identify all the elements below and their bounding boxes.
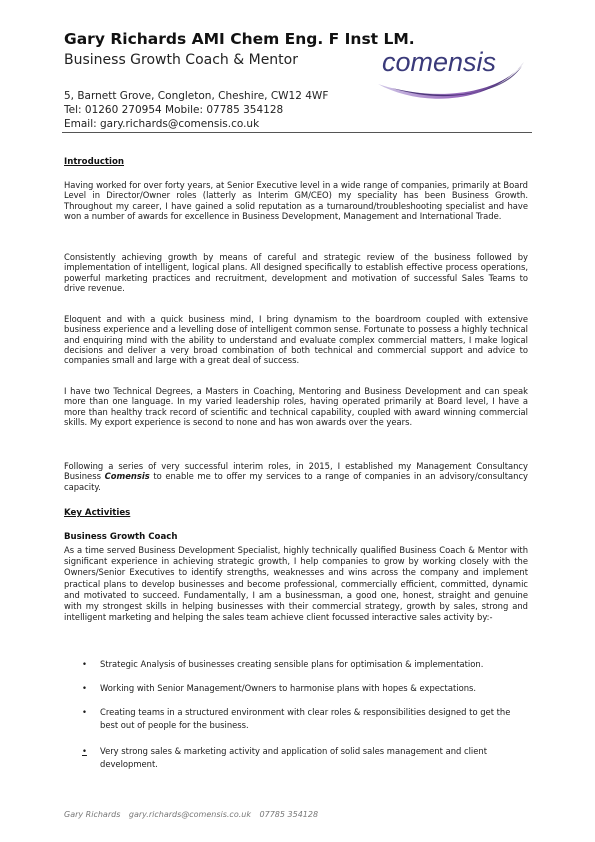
- bullet-item: [82, 682, 522, 695]
- business-growth-coach-subheading: Business Growth Coach: [64, 532, 178, 542]
- bullet-icon: •: [82, 659, 87, 669]
- page-footer: [64, 810, 324, 819]
- bullet-icon: •: [82, 707, 87, 717]
- bullet-item: [82, 706, 522, 732]
- intro-paragraph-2: Consistently achieving growth by means of careful and strategic review of the business followed by implementation of intelligent, logical plans. All designed specifically to establish effective process operations, powerful marketing practices and recruitment, development and motivation of successful Sales Teams to drive revenue.: [64, 252, 528, 293]
- footer-phone: 07785 354128: [259, 810, 319, 819]
- bullet-icon: •: [82, 683, 87, 693]
- bullet-text: Strategic Analysis of businesses creating sensible plans for optimisation & implementation.: [100, 659, 484, 669]
- phone-numbers: Tel: 01260 270954 Mobile: 07785 354128: [64, 104, 284, 116]
- intro-paragraph-5: [64, 461, 528, 492]
- email-line[interactable]: Email: gary.richards@comensis.co.uk: [64, 118, 260, 130]
- header-divider: [62, 132, 532, 133]
- address: 5, Barnett Grove, Congleton, Cheshire, CW12 4WF: [64, 90, 329, 102]
- intro-paragraph-4: I have two Technical Degrees, a Masters in Coaching, Mentoring and Business Development and can speak more than one language. In my varied leadership roles, having operated primarily at Board level, I have a more than healthy track record of scientific and technical capability, coupled with award winning commercial skills. My export experience is second to none and has won awards over the years.: [64, 386, 528, 427]
- bullet-text: Creating teams in a structured environment with clear roles & responsibilities designed to get the best out of people for the business.: [100, 707, 511, 730]
- bullet-icon: •: [82, 746, 87, 756]
- bullet-text: Very strong sales & marketing activity and application of solid sales management and client development.: [100, 746, 487, 769]
- author-title: Business Growth Coach & Mentor: [64, 52, 298, 68]
- bullet-item: [82, 658, 522, 671]
- bullet-item: [82, 745, 522, 771]
- brand-name: Comensis: [104, 471, 150, 482]
- footer-email[interactable]: gary.richards@comensis.co.uk: [128, 810, 251, 819]
- p5-text-before: Following a series of very successful interim roles, in 2015, I established my Management Consultancy Business: [64, 461, 528, 482]
- bullet-text: Working with Senior Management/Owners to harmonise plans with hopes & expectations.: [100, 683, 477, 693]
- author-name: Gary Richards AMI Chem Eng. F Inst LM.: [64, 30, 415, 48]
- p5-text-after: to enable me to offer my services to a range of companies in an advisory/consultancy capacity.: [64, 471, 529, 492]
- introduction-heading: Introduction: [64, 157, 125, 167]
- key-activities-heading: Key Activities: [64, 508, 131, 518]
- footer-name: Gary Richards: [64, 810, 121, 819]
- intro-paragraph-3: Eloquent and with a quick business mind, I bring dynamism to the boardroom coupled with extensive business experience and a levelling dose of intelligent common sense. Fortunate to possess a highly technical and enquiring mind with the ability to understand and evaluate complex commercial matters, I make logical decisions and deliver a very broad combination of both technical and commercial support and advice to companies small and large with a great deal of success.: [64, 314, 528, 366]
- key-activities-text: As a time served Business Development Specialist, highly technically qualified Business Coach & Mentor with significant experience in achieving strategic growth, I help companies to grow by working closely with the Owners/Senior Executives to identify strengths, weaknesses and wins across the company and implement practical plans to develop businesses and become professional, commercially efficient, committed, dynamic and motivated to succeed. Fundamentally, I am a businessman, a good one, honest, straight and genuine with my strongest skills in helping businesses with their commercial strategy, growth by sales, strong and intelligent marketing and helping the sales team achieve client focussed interactive sales activity by:-: [64, 545, 528, 623]
- logo-text: comensis: [382, 47, 497, 77]
- intro-paragraph-1: Having worked for over forty years, at Senior Executive level in a wide range of companies, primarily at Board Level in Director/Owner roles (latterly as Interim GM/CEO) my speciality has been Business Growth. Throughout my career, I have gained a solid reputation as a turnaround/troubleshooting specialist and have won a number of awards for excellence in Business Development, Management and International Trade.: [64, 180, 528, 221]
- comensis-logo: [372, 44, 532, 106]
